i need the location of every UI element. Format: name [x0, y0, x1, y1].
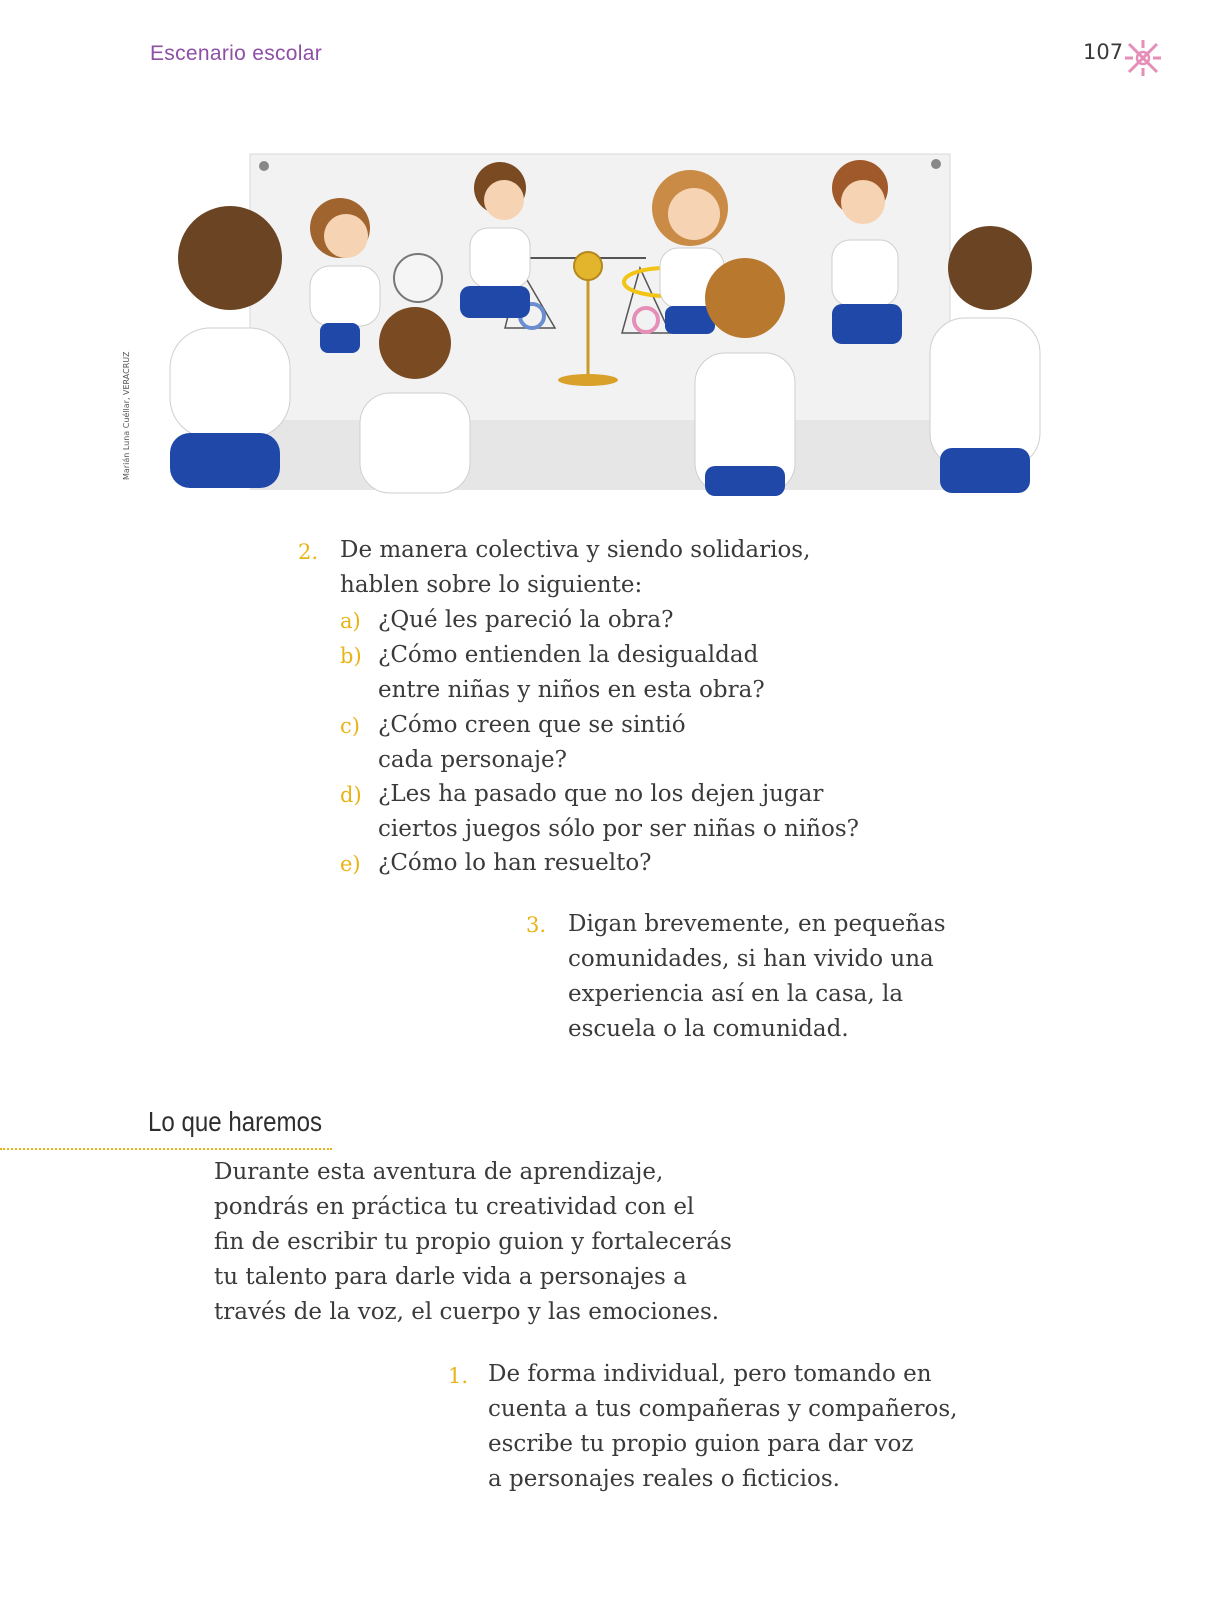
text-line: ¿Cómo lo han resuelto?	[378, 850, 652, 876]
section-header: Escenario escolar	[150, 42, 323, 65]
ornament-icon	[1123, 38, 1163, 78]
text-line: escuela o la comunidad.	[568, 1016, 849, 1042]
text-line: hablen sobre lo siguiente:	[340, 572, 643, 598]
text-line: De manera colectiva y siendo solidarios,	[340, 537, 811, 563]
text-line: Digan brevemente, en pequeñas	[568, 911, 946, 937]
children-playing-illustration	[160, 148, 1070, 508]
child-figure	[695, 258, 795, 496]
text-line: cuenta a tus compañeras y compañeros,	[488, 1396, 958, 1422]
illustration-credit: Marián Luna Cuéllar, VERACRUZ	[122, 351, 131, 480]
item-letter: b)	[340, 644, 362, 668]
sub-item-c	[378, 708, 686, 778]
item-letter: d)	[340, 783, 362, 807]
text-line: experiencia así en la casa, la	[568, 981, 904, 1007]
text-line: fin de escribir tu propio guion y fortalecerás	[214, 1229, 732, 1255]
question-1-text	[488, 1357, 957, 1497]
child-figure	[170, 206, 290, 488]
text-line: pondrás en práctica tu creatividad con el	[214, 1194, 695, 1220]
text-line: comunidades, si han vivido una	[568, 946, 934, 972]
page-number: 107	[1083, 40, 1124, 64]
text-line: escribe tu propio guion para dar voz	[488, 1431, 914, 1457]
text-line: a personajes reales o ficticios.	[488, 1466, 840, 1492]
text-line: Durante esta aventura de aprendizaje,	[214, 1159, 664, 1185]
text-line: entre niñas y niños en esta obra?	[378, 677, 765, 703]
text-line: tu talento para darle vida a personajes a	[214, 1264, 687, 1290]
question-number: 1.	[448, 1364, 469, 1388]
question-number: 3.	[526, 913, 547, 937]
text-line: De forma individual, pero tomando en	[488, 1361, 932, 1387]
section-title: Lo que haremos	[148, 1106, 323, 1137]
text-line: través de la voz, el cuerpo y las emociones.	[214, 1299, 720, 1325]
sub-item-d	[378, 777, 859, 847]
text-line: ¿Les ha pasado que no los dejen jugar	[378, 781, 824, 807]
question-number: 2.	[298, 540, 319, 564]
text-line: ciertos juegos sólo por ser niñas o niños?	[378, 816, 859, 842]
section-divider	[0, 1148, 332, 1150]
sub-item-b	[378, 638, 765, 708]
text-line: ¿Cómo entienden la desigualdad	[378, 642, 759, 668]
sub-item-e	[378, 846, 652, 881]
question-3-text	[568, 907, 946, 1047]
text-line: ¿Qué les pareció la obra?	[378, 607, 674, 633]
item-letter: c)	[340, 714, 360, 738]
text-line: cada personaje?	[378, 747, 567, 773]
item-letter: a)	[340, 609, 361, 633]
question-2-text	[340, 533, 810, 603]
section-paragraph	[214, 1155, 732, 1330]
text-line: ¿Cómo creen que se sintió	[378, 712, 686, 738]
item-letter: e)	[340, 852, 361, 876]
sub-item-a	[378, 603, 673, 638]
